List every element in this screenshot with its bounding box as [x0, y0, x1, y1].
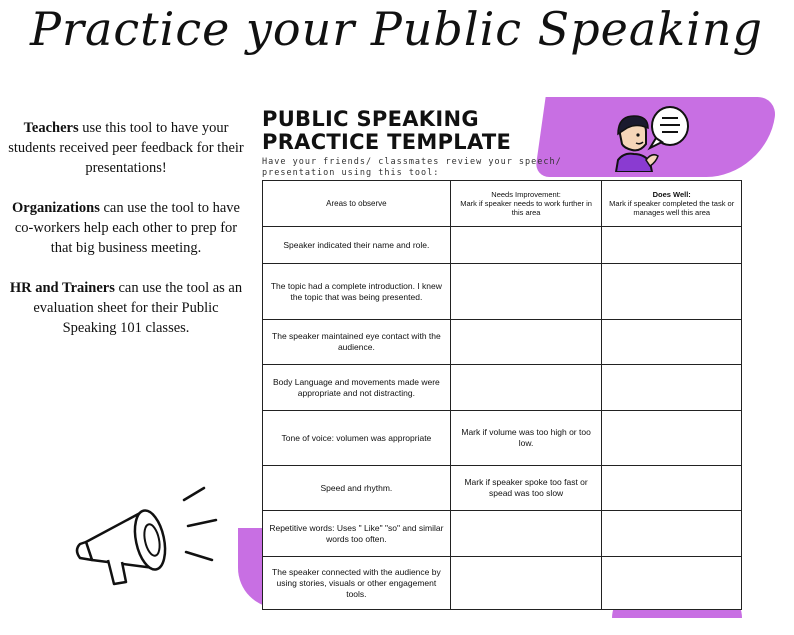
row-well-cell[interactable]: [602, 511, 742, 557]
row-needs-cell[interactable]: [450, 511, 602, 557]
megaphone-icon: [72, 482, 222, 592]
template-title-line2: PRACTICE TEMPLATE: [262, 130, 512, 154]
table-row: [263, 264, 742, 320]
row-well-cell[interactable]: [602, 365, 742, 411]
row-needs-cell[interactable]: Mark if volume was too high or too low.: [450, 411, 602, 466]
speaking-person-icon: [612, 104, 692, 172]
template-title-line1: PUBLIC SPEAKING: [262, 107, 479, 131]
row-needs-cell[interactable]: [450, 365, 602, 411]
table-row: [263, 466, 742, 511]
intro-teachers-bold: Teachers: [23, 120, 79, 136]
intro-organizations-bold: Organizations: [12, 200, 100, 216]
observation-table: [262, 180, 742, 610]
header-needs-title: Needs Improvement:: [491, 190, 561, 199]
row-well-cell[interactable]: [602, 411, 742, 466]
row-area-label: Repetitive words: Uses " Like" "so" and similar words too often.: [263, 511, 451, 557]
row-area-label: Speed and rhythm.: [263, 466, 451, 511]
row-needs-cell[interactable]: [450, 320, 602, 365]
table-header-row: [263, 181, 742, 227]
row-needs-cell[interactable]: [450, 264, 602, 320]
intro-organizations: [8, 198, 244, 258]
header-areas: [263, 181, 451, 227]
row-area-label: The topic had a complete introduction. I knew the topic that was being presented.: [263, 264, 451, 320]
row-needs-cell[interactable]: Mark if speaker spoke too fast or spead was too slow: [450, 466, 602, 511]
table-row: [263, 320, 742, 365]
intro-organizations-text: can use the tool to have co-workers help each other to prep for that big business meeting.: [14, 200, 240, 256]
header-well-title: Does Well:: [652, 190, 691, 199]
header-areas-label: Areas to observe: [326, 199, 387, 208]
row-area-label: Speaker indicated their name and role.: [263, 227, 451, 264]
intro-hr-text: can use the tool as an evaluation sheet for their Public Speaking 101 classes.: [33, 280, 243, 336]
intro-text: [8, 118, 244, 358]
template-title: [262, 108, 511, 154]
row-well-cell[interactable]: [602, 227, 742, 264]
row-area-label: The speaker connected with the audience by using stories, visuals or other engagement tools.: [263, 557, 451, 610]
row-area-label: The speaker maintained eye contact with the audience.: [263, 320, 451, 365]
row-area-label: Tone of voice: volumen was appropriate: [263, 411, 451, 466]
table-row: [263, 411, 742, 466]
row-needs-cell[interactable]: [450, 227, 602, 264]
header-does-well: [602, 181, 742, 227]
intro-teachers: [8, 118, 244, 178]
header-needs-improvement: [450, 181, 602, 227]
table-row: [263, 511, 742, 557]
row-area-label: Body Language and movements made were appropriate and not distracting.: [263, 365, 451, 411]
row-well-cell[interactable]: [602, 466, 742, 511]
header-well-desc: Mark if speaker completed the task or manages well this area: [609, 199, 735, 217]
intro-hr: [8, 278, 244, 338]
template-subtitle: Have your friends/ classmates review your speech/ presentation using this tool:: [262, 157, 562, 178]
table-row: [263, 365, 742, 411]
intro-hr-bold: HR and Trainers: [9, 280, 115, 296]
row-well-cell[interactable]: [602, 557, 742, 610]
page-script-title: Practice your Public Speaking: [30, 2, 763, 56]
header-needs-desc: Mark if speaker needs to work further in this area: [460, 199, 592, 217]
row-well-cell[interactable]: [602, 264, 742, 320]
intro-teachers-text: use this tool to have your students received peer feedback for their presentations!: [8, 120, 244, 176]
table-row: [263, 227, 742, 264]
row-needs-cell[interactable]: [450, 557, 602, 610]
row-well-cell[interactable]: [602, 320, 742, 365]
table-row: [263, 557, 742, 610]
